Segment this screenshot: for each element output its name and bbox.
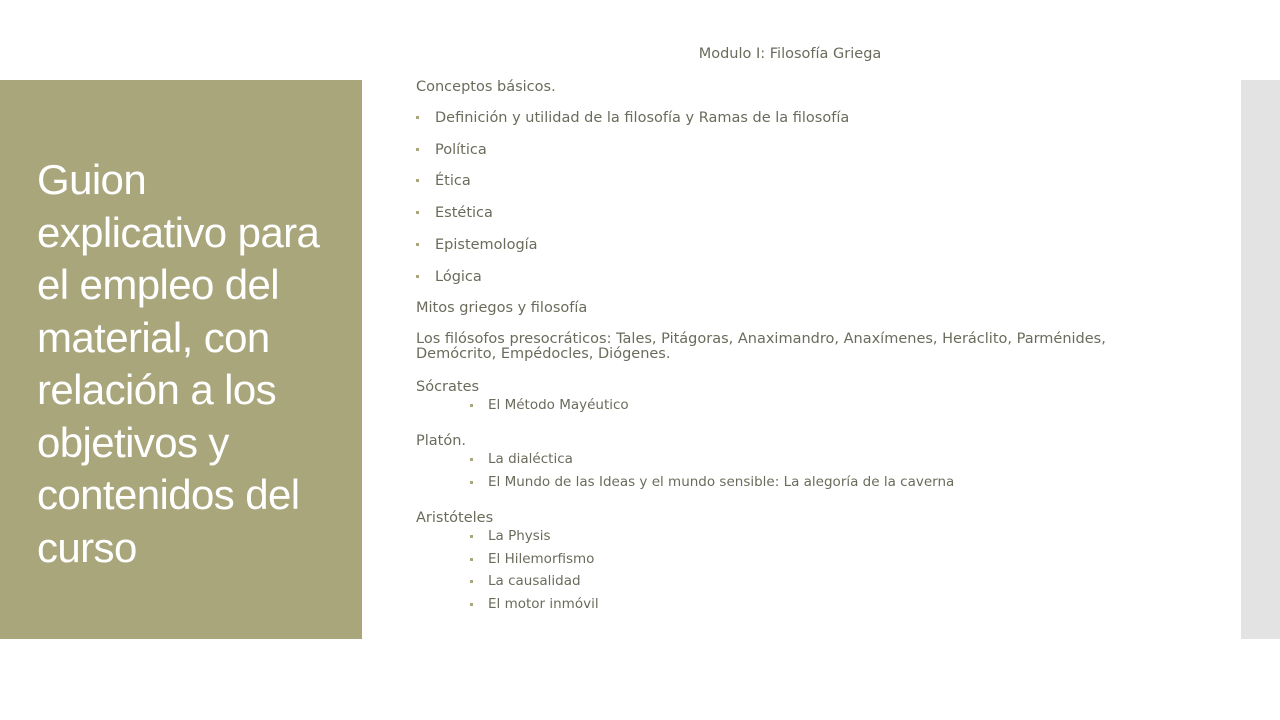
list-item-text: La Physis: [488, 528, 551, 544]
bullet-icon: [470, 603, 473, 606]
section-conceptos: Conceptos básicos.: [416, 79, 556, 95]
list-item-text: Lógica: [435, 269, 482, 285]
bullet-icon: [470, 404, 473, 407]
list-item-text: Epistemología: [435, 237, 538, 253]
section-aristoteles: Aristóteles: [416, 510, 494, 526]
section-presocraticos: Los filósofos presocráticos: Tales, Pitágoras, Anaximandro, Anaxímenes, Heráclito, Parménides, Demócrito, Empédocles, Diógenes.: [416, 331, 1106, 362]
bullet-icon: [416, 148, 419, 151]
bullet-icon: [416, 275, 419, 278]
section-mitos: Mitos griegos y filosofía: [416, 300, 588, 316]
list-item-text: Ética: [435, 173, 471, 189]
module-heading: Modulo I: Filosofía Griega: [698, 46, 882, 62]
section-platon: Platón.: [416, 433, 467, 449]
bullet-icon: [416, 243, 419, 246]
list-item-text: Política: [435, 142, 487, 158]
bullet-icon: [416, 116, 419, 119]
list-item-text: La dialéctica: [488, 451, 573, 467]
bullet-icon: [470, 558, 473, 561]
list-item-text: El Hilemorfismo: [488, 551, 595, 567]
bullet-icon: [470, 458, 473, 461]
bullet-icon: [470, 535, 473, 538]
list-item-text: El Método Mayéutico: [488, 397, 629, 413]
slide-title: Guion explicativo para el empleo del material, con relación a los objetivos y contenidos del curso: [37, 156, 320, 571]
list-item-text: El motor inmóvil: [488, 596, 599, 612]
section-socrates: Sócrates: [416, 379, 480, 395]
list-item-text: Definición y utilidad de la filosofía y Ramas de la filosofía: [435, 110, 850, 126]
bullet-icon: [470, 580, 473, 583]
list-item-text: El Mundo de las Ideas y el mundo sensible: La alegoría de la caverna: [488, 474, 955, 490]
bullet-icon: [470, 481, 473, 484]
list-item-text: La causalidad: [488, 573, 581, 589]
bullet-icon: [416, 179, 419, 182]
bullet-icon: [416, 211, 419, 214]
side-bar: [1241, 80, 1280, 639]
list-item-text: Estética: [435, 205, 493, 221]
